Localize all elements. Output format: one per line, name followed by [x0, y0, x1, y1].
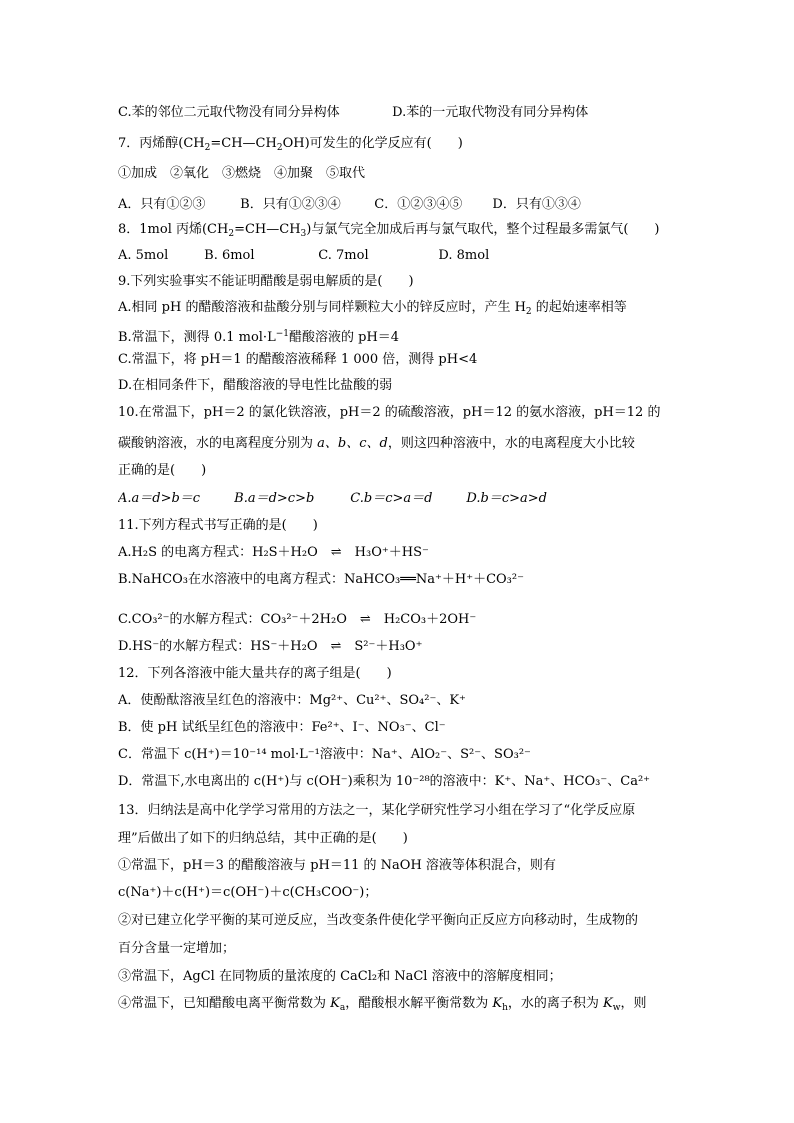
- q7-reactions: ①加成 ②氧化 ③燃烧 ④加聚 ⑤取代: [118, 166, 366, 181]
- q9-option-b: B.常温下，测得 0.1 $mol\cdot L^{-1}$醋酸溶液的 pH＝4: [118, 329, 400, 345]
- q8-option-b: B. 6mol: [204, 248, 255, 263]
- q7-options-line: [118, 196, 684, 214]
- q13-statement-2b: 百分含量一定增加；: [118, 941, 236, 956]
- q11-stem: 11.下列方程式书写正确的是( ): [118, 518, 318, 533]
- q7-option-c: C．①②③④⑤: [374, 197, 463, 212]
- q10-option-d: D.b＝c>a>d: [466, 491, 547, 506]
- q11-option-c: C.CO₃²⁻的水解方程式：CO₃²⁻＋2H₂O ⇌ H₂CO₃＋2OH⁻: [118, 612, 477, 627]
- q10-line-3: 正确的是( ): [118, 463, 207, 478]
- q11-option-b: B.NaHCO₃在水溶液中的电离方程式：NaHCO₃══Na⁺＋H⁺＋CO₃²⁻: [118, 572, 524, 587]
- q9-stem: 9.下列实验事实不能证明醋酸是弱电解质的是( ): [118, 274, 414, 289]
- q8-option-c: C. 7mol: [318, 248, 369, 263]
- q6-option-c: C.苯的邻位二元取代物没有同分异构体: [118, 105, 340, 120]
- q6-options-line: [118, 104, 684, 122]
- q13-statement-4: ④常温下，已知醋酸电离平衡常数为 $K_a$，醋酸根水解平衡常数为 $K_h$，水的离子积为 $K_w$，则: [118, 996, 647, 1013]
- q13-statement-1a: ①常温下，pH＝3 的醋酸溶液与 pH＝11 的 NaOH 溶液等体积混合，则有: [118, 858, 556, 873]
- q11-option-d: D.HS⁻的水解方程式：HS⁻＋H₂O ⇌ S²⁻＋H₃O⁺: [118, 639, 423, 654]
- q11-option-a: A.H₂S 的电离方程式：H₂S＋H₂O ⇌ H₃O⁺＋HS⁻: [118, 545, 429, 560]
- q10-options-line: [118, 490, 684, 508]
- q10-option-a: A.a＝d>b＝c: [118, 491, 201, 506]
- q7-option-d: D．只有①③④: [492, 197, 581, 212]
- q12-option-a: A．使酚酞溶液呈红色的溶液中：Mg²⁺、Cu²⁺、SO₄²⁻、K⁺: [118, 693, 466, 708]
- q13-statement-2a: ②对已建立化学平衡的某可逆反应，当改变条件使化学平衡向正反应方向移动时，生成物的: [118, 913, 639, 928]
- q9-option-a: A.相同 pH 的醋酸溶液和盐酸分别与同样颗粒大小的锌反应时，产生 $H_2$ 的起始速率相等: [118, 300, 627, 317]
- q8-options-line: [118, 247, 684, 265]
- q13-statement-3: ③常温下，AgCl 在同物质的量浓度的 CaCl₂和 NaCl 溶液中的溶解度相同；: [118, 969, 562, 984]
- q8-option-a: A. 5mol: [118, 248, 169, 263]
- q8-option-d: D. 8mol: [438, 248, 490, 263]
- q7-option-a: A．只有①②③: [118, 197, 206, 212]
- q7-option-b: B．只有①②③④: [240, 197, 341, 212]
- q7-stem: 7．丙烯醇$(CH_2=CH—CH_2OH)$可发生的化学反应有( ): [118, 136, 463, 153]
- q10-line-1: 10.在常温下，pH＝2 的氯化铁溶液，pH＝2 的硫酸溶液，pH＝12 的氨水溶液，pH＝12 的: [118, 405, 661, 420]
- q13-statement-1b: c(Na⁺)＋c(H⁺)＝c(OH⁻)＋c(CH₃COO⁻)；: [118, 885, 378, 900]
- q12-option-c: C．常温下 c(H⁺)＝10⁻¹⁴ mol·L⁻¹溶液中：Na⁺、AlO₂⁻、S²⁻、SO₃²⁻: [118, 747, 531, 762]
- q13-line-2: 理”后做出了如下的归纳总结，其中正确的是( ): [118, 831, 408, 846]
- q12-option-d: D．常温下,水电离出的 c(H⁺)与 c(OH⁻)乘积为 10⁻²⁸的溶液中：K⁺、Na⁺、HCO₃⁻、Ca²⁺: [118, 774, 651, 789]
- q12-stem: 12．下列各溶液中能大量共存的离子组是( ): [118, 666, 392, 681]
- q13-line-1: 13．归纳法是高中化学学习常用的方法之一，某化学研究性学习小组在学习了“化学反应原: [118, 803, 636, 818]
- q12-option-b: B．使 pH 试纸呈红色的溶液中：Fe²⁺、I⁻、NO₃⁻、Cl⁻: [118, 720, 446, 735]
- q9-option-c: C.常温下，将 pH＝1 的醋酸溶液稀释 1 000 倍，测得 pH<4: [118, 352, 478, 367]
- q9-option-d: D.在相同条件下，醋酸溶液的导电性比盐酸的弱: [118, 378, 393, 393]
- q6-option-d: D.苯的一元取代物没有同分异构体: [392, 105, 589, 120]
- q8-stem: 8．1mol 丙烯$(CH_2=CH—CH_3)$与氯气完全加成后再与氯气取代，整个过程最多需氯气( ): [118, 222, 660, 239]
- q10-line-2: 碳酸钠溶液，水的电离程度分别为 a、b、c、d，则这四种溶液中，水的电离程度大小比较: [118, 436, 635, 451]
- q10-option-b: B.a＝d>c>b: [234, 491, 315, 506]
- q10-option-c: C.b＝c>a＝d: [350, 491, 433, 506]
